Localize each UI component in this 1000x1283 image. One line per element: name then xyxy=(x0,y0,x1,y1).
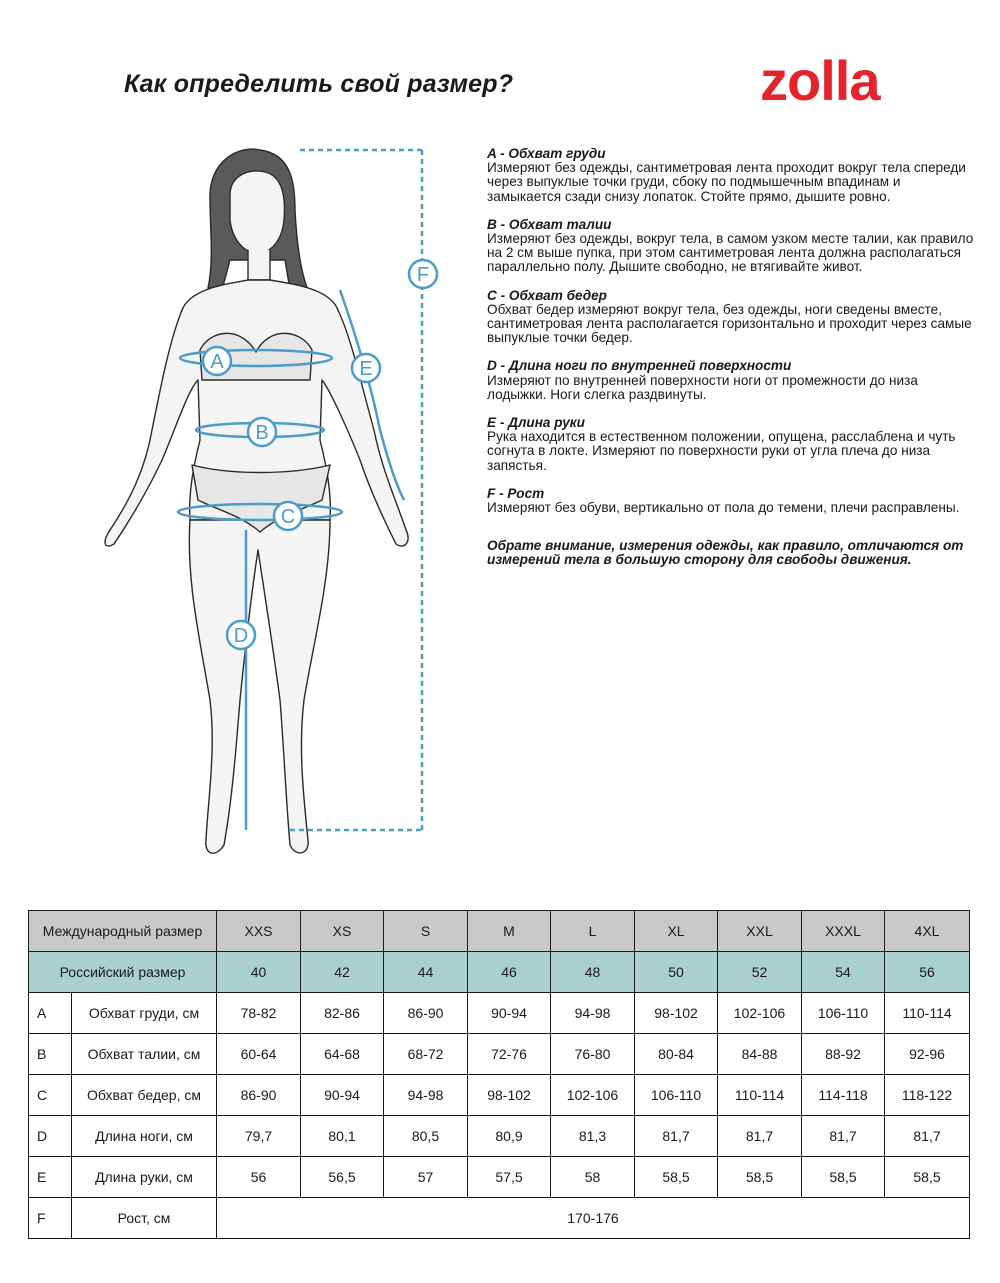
marker-d-label: D xyxy=(233,625,249,647)
ru-size-cell: 50 xyxy=(635,952,718,993)
table-cell: 64-68 xyxy=(301,1034,384,1075)
intl-size-cell: XS xyxy=(301,911,384,952)
row-letter: F xyxy=(29,1198,72,1239)
instruction-title: B - Обхват талии xyxy=(487,216,612,232)
neck-shape xyxy=(248,250,270,280)
row-label: Обхват груди, см xyxy=(72,993,217,1034)
row-label: Рост, см xyxy=(72,1198,217,1239)
instruction-title: F - Рост xyxy=(487,485,545,501)
table-cell: 92-96 xyxy=(885,1034,970,1075)
marker-e-label: E xyxy=(359,358,373,380)
instruction-text: Обхват бедер измеряют вокруг тела, без одежды, ноги сведены вместе, сантиметровая лента располагается горизонтально и проходит через самые выпуклые точки бедер. xyxy=(487,301,972,346)
table-cell: 81,7 xyxy=(635,1116,718,1157)
instruction-height xyxy=(487,487,977,515)
table-row-leg xyxy=(29,1116,970,1157)
instruction-title: E - Длина руки xyxy=(487,415,585,431)
table-cell: 90-94 xyxy=(468,993,551,1034)
intl-size-cell: 4XL xyxy=(885,911,970,952)
instruction-bust xyxy=(487,147,977,204)
table-cell: 81,3 xyxy=(551,1116,635,1157)
table-cell: 94-98 xyxy=(551,993,635,1034)
table-cell: 68-72 xyxy=(384,1034,468,1075)
face-shape xyxy=(230,171,284,254)
attention-note: Обрате внимание, измерения одежды, как правило, отличаются от измерений тела в большую сторону для свободы движения. xyxy=(487,538,964,568)
instruction-text: Измеряют по внутренней поверхности ноги от промежности до низа лодыжки. Ноги слегка раздвинуты. xyxy=(487,372,918,402)
marker-d xyxy=(227,621,255,649)
size-table xyxy=(28,910,970,1239)
marker-c xyxy=(274,502,302,530)
table-cell: 58,5 xyxy=(718,1157,802,1198)
table-cell: 98-102 xyxy=(468,1075,551,1116)
table-cell: 94-98 xyxy=(384,1075,468,1116)
table-row-waist xyxy=(29,1034,970,1075)
table-cell: 102-106 xyxy=(551,1075,635,1116)
table-cell: 81,7 xyxy=(718,1116,802,1157)
table-cell: 60-64 xyxy=(217,1034,301,1075)
right-arm-shape xyxy=(322,310,408,546)
instruction-title: A - Обхват груди xyxy=(487,146,606,161)
ru-size-cell: 48 xyxy=(551,952,635,993)
table-cell: 80-84 xyxy=(635,1034,718,1075)
table-cell: 98-102 xyxy=(635,993,718,1034)
table-cell: 56 xyxy=(217,1157,301,1198)
table-cell: 58,5 xyxy=(635,1157,718,1198)
table-cell: 106-110 xyxy=(635,1075,718,1116)
table-cell: 110-114 xyxy=(885,993,970,1034)
ru-size-label: Российский размер xyxy=(29,952,217,993)
intl-size-cell: XXS xyxy=(217,911,301,952)
ru-size-cell: 44 xyxy=(384,952,468,993)
table-cell: 80,9 xyxy=(468,1116,551,1157)
table-cell: 86-90 xyxy=(217,1075,301,1116)
table-cell: 114-118 xyxy=(802,1075,885,1116)
table-cell: 58 xyxy=(551,1157,635,1198)
table-cell: 80,1 xyxy=(301,1116,384,1157)
row-label: Длина руки, см xyxy=(72,1157,217,1198)
instruction-text: Измеряют без обуви, вертикально от пола до темени, плечи расправлены. xyxy=(487,500,960,516)
brand-logo: zolla xyxy=(760,49,880,112)
intl-size-cell: XXXL xyxy=(802,911,885,952)
row-letter: A xyxy=(29,993,72,1034)
row-letter: C xyxy=(29,1075,72,1116)
legs-shape xyxy=(189,520,330,853)
instruction-arm xyxy=(487,416,977,473)
table-cell: 81,7 xyxy=(885,1116,970,1157)
row-letter: B xyxy=(29,1034,72,1075)
body-illustration xyxy=(90,140,450,880)
instruction-title: C - Обхват бедер xyxy=(487,287,607,303)
marker-a-label: A xyxy=(210,351,224,373)
ru-size-cell: 54 xyxy=(802,952,885,993)
table-cell: 58,5 xyxy=(802,1157,885,1198)
ru-size-cell: 56 xyxy=(885,952,970,993)
instruction-waist xyxy=(487,218,977,275)
table-cell: 72-76 xyxy=(468,1034,551,1075)
table-cell: 90-94 xyxy=(301,1075,384,1116)
intl-size-cell: XXL xyxy=(718,911,802,952)
intl-size-cell: XL xyxy=(635,911,718,952)
table-cell: 80,5 xyxy=(384,1116,468,1157)
marker-b-label: B xyxy=(255,422,269,444)
instruction-text: Измеряют без одежды, сантиметровая лента проходит вокруг тела спереди через выпуклые точки груди, сбоку по подмышечным впадинам и замыкается сзади снизу лопаток. Стойте прямо, дышите ровно. xyxy=(487,160,966,204)
marker-c-label: C xyxy=(280,506,296,528)
instruction-text: Рука находится в естественном положении, опущена, расслаблена и чуть согнута в локте. Измеряют по поверхности руки от угла плеча до низа запястья. xyxy=(487,429,956,473)
instruction-leg xyxy=(487,359,977,402)
instruction-title: D - Длина ноги по внутренней поверхности xyxy=(487,358,792,374)
table-cell: 79,7 xyxy=(217,1116,301,1157)
left-arm-shape xyxy=(105,310,198,546)
instruction-text: Измеряют без одежды, вокруг тела, в самом узком месте талии, как правило на 2 см выше пупка, при этом сантиметровая лента должна располагаться параллельно полу. Дышите свободно, не втягивайте живот. xyxy=(487,231,974,275)
intl-size-row xyxy=(29,911,970,952)
table-cell: 56,5 xyxy=(301,1157,384,1198)
instruction-hips xyxy=(487,289,977,346)
table-row-height xyxy=(29,1198,970,1239)
intl-size-cell: S xyxy=(384,911,468,952)
table-cell: 84-88 xyxy=(718,1034,802,1075)
table-cell: 76-80 xyxy=(551,1034,635,1075)
row-label: Обхват бедер, см xyxy=(72,1075,217,1116)
marker-f-label: F xyxy=(416,264,430,286)
table-row-hips xyxy=(29,1075,970,1116)
marker-e xyxy=(352,354,380,382)
table-cell: 118-122 xyxy=(885,1075,970,1116)
table-cell: 86-90 xyxy=(384,993,468,1034)
row-label: Обхват талии, см xyxy=(72,1034,217,1075)
intl-size-cell: M xyxy=(468,911,551,952)
intl-size-cell: L xyxy=(551,911,635,952)
table-cell: 58,5 xyxy=(885,1157,970,1198)
table-cell: 110-114 xyxy=(718,1075,802,1116)
row-letter: D xyxy=(29,1116,72,1157)
table-cell: 88-92 xyxy=(802,1034,885,1075)
instructions xyxy=(487,147,977,568)
table-row-arm xyxy=(29,1157,970,1198)
height-value: 170-176 xyxy=(217,1198,970,1239)
ru-size-cell: 40 xyxy=(217,952,301,993)
marker-b xyxy=(248,418,276,446)
ru-size-cell: 46 xyxy=(468,952,551,993)
table-cell: 78-82 xyxy=(217,993,301,1034)
table-row-bust xyxy=(29,993,970,1034)
table-cell: 102-106 xyxy=(718,993,802,1034)
table-cell: 57 xyxy=(384,1157,468,1198)
row-label: Длина ноги, см xyxy=(72,1116,217,1157)
page-title: Как определить свой размер? xyxy=(124,70,514,98)
intl-size-label: Международный размер xyxy=(29,911,217,952)
table-cell: 57,5 xyxy=(468,1157,551,1198)
ru-size-row xyxy=(29,952,970,993)
table-cell: 106-110 xyxy=(802,993,885,1034)
marker-f xyxy=(409,260,437,288)
ru-size-cell: 52 xyxy=(718,952,802,993)
table-cell: 81,7 xyxy=(802,1116,885,1157)
table-cell: 82-86 xyxy=(301,993,384,1034)
marker-a xyxy=(203,347,231,375)
row-letter: E xyxy=(29,1157,72,1198)
ru-size-cell: 42 xyxy=(301,952,384,993)
